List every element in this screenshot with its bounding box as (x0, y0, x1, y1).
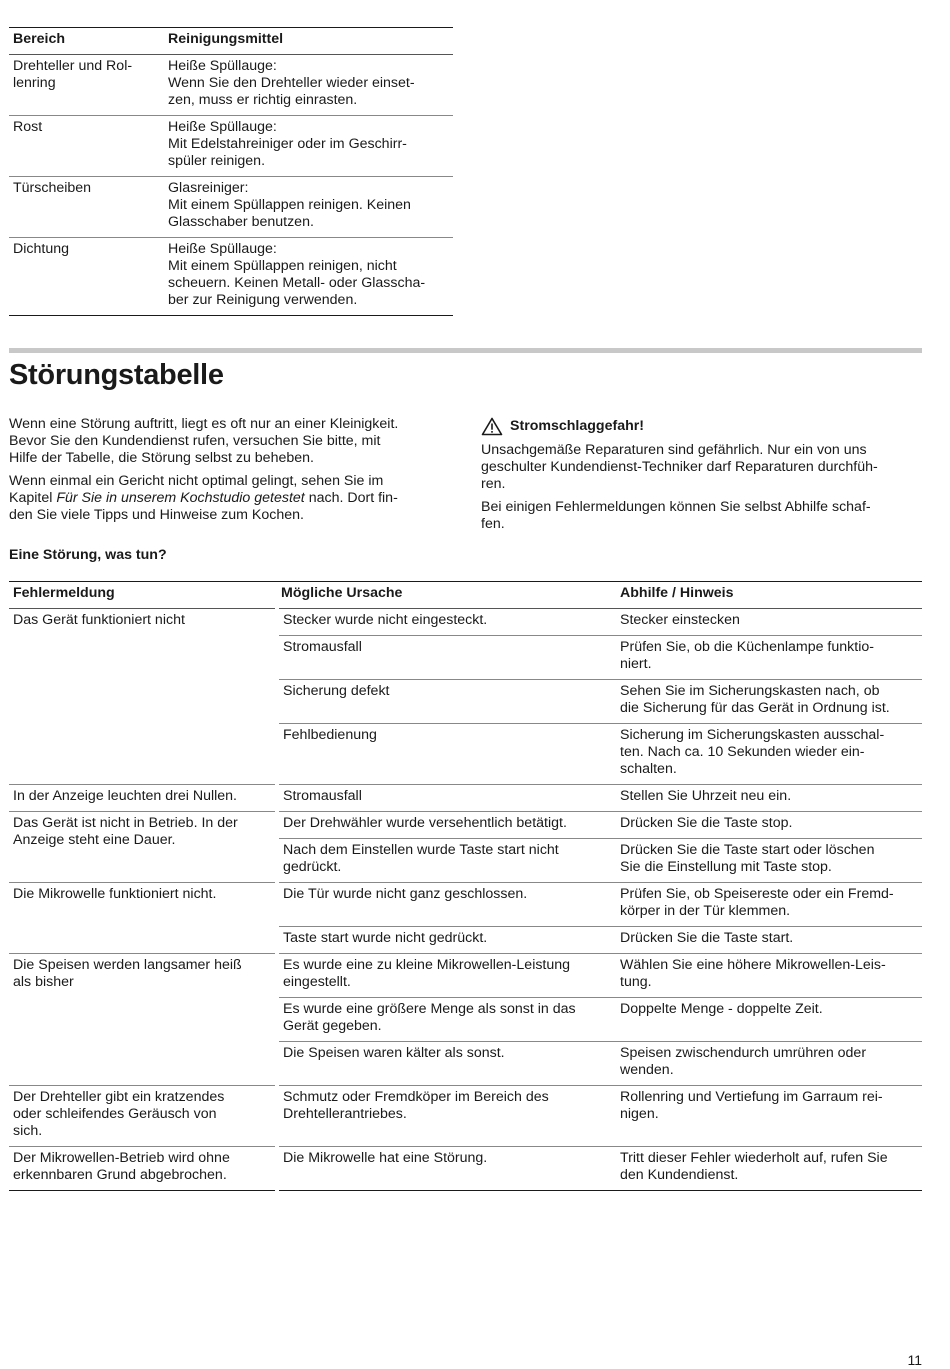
fault-error-cell: Der Mikrowellen-Betrieb wird ohne erkennbaren Grund abgebrochen. (9, 1147, 277, 1191)
intro-paragraph-2-suffix: nach. Dort fin- den Sie viele Tipps und Hinweise zum Kochen. (9, 490, 398, 523)
fault-fix-cell: Stecker einstecken (616, 609, 922, 636)
fault-cause-cell: Die Tür wurde nicht ganz geschlossen. (277, 883, 616, 927)
cleaning-table (9, 27, 453, 316)
table-row (9, 609, 922, 636)
fault-fix-cell: Sehen Sie im Sicherungskasten nach, ob die Sicherung für das Gerät in Ordnung ist. (616, 680, 922, 724)
table-row (9, 812, 922, 839)
fault-fix-cell: Stellen Sie Uhrzeit neu ein. (616, 785, 922, 812)
table-row (9, 238, 453, 316)
fault-cause-cell: Nach dem Einstellen wurde Taste start nicht gedrückt. (277, 839, 616, 883)
fault-error-cell: Der Drehteller gibt ein kratzendes oder schleifendes Geräusch von sich. (9, 1086, 277, 1147)
fault-table-header-row (9, 582, 922, 609)
warning-box (481, 416, 921, 539)
intro-paragraph-1: Wenn eine Störung auftritt, liegt es oft nur an einer Kleinigkeit. Bevor Sie den Kundendienst rufen, versuchen Sie bitte, mit Hilfe der Tabelle, die Störung selbst zu beheben. (9, 416, 399, 466)
fault-cause-cell: Taste start wurde nicht gedrückt. (277, 927, 616, 954)
fault-error-cell: Das Gerät ist nicht in Betrieb. In der Anzeige steht eine Dauer. (9, 812, 277, 883)
fault-fix-cell: Prüfen Sie, ob die Küchenlampe funktio- niert. (616, 636, 922, 680)
fault-fix-cell: Prüfen Sie, ob Speisereste oder ein Fremd- körper in der Tür klemmen. (616, 883, 922, 927)
table-row (9, 177, 453, 238)
table-row (9, 1086, 922, 1147)
fault-fix-cell: Wählen Sie eine höhere Mikrowellen-Leis- tung. (616, 954, 922, 998)
fault-header-cause: Mögliche Ursache (281, 585, 403, 601)
cleaning-agent-cell: Heiße Spüllauge: Mit einem Spüllappen reinigen, nicht scheuern. Keinen Metall- oder Glasscha- ber zur Reinigung verwenden. (168, 241, 426, 308)
fault-error-cell: Die Speisen werden langsamer heiß als bisher (9, 954, 277, 1086)
cleaning-header-area: Bereich (13, 31, 66, 47)
fault-cause-cell: Fehlbedienung (277, 724, 616, 785)
fault-fix-cell: Rollenring und Vertiefung im Garraum rei- nigen. (616, 1086, 922, 1147)
cleaning-agent-cell: Glasreiniger: Mit einem Spüllappen reinigen. Keinen Glasschaber benutzen. (168, 180, 411, 230)
fault-cause-cell: Die Speisen waren kälter als sonst. (277, 1042, 616, 1086)
section-divider (9, 348, 922, 353)
intro-text (9, 416, 449, 530)
fault-error-cell: Die Mikrowelle funktioniert nicht. (9, 883, 277, 954)
table-row (9, 954, 922, 998)
chapter-reference: Für Sie in unserem Kochstudio getestet (56, 490, 305, 506)
cleaning-area-cell: Drehteller und Rol- lenring (13, 58, 133, 91)
warning-triangle-icon (481, 417, 503, 436)
fault-error-cell: In der Anzeige leuchten drei Nullen. (9, 785, 277, 812)
fault-cause-cell: Stecker wurde nicht eingesteckt. (277, 609, 616, 636)
intro-paragraph-2-prefix: Wenn einmal ein Gericht nicht optimal gelingt, sehen Sie im Kapitel (9, 473, 384, 506)
fault-fix-cell: Drücken Sie die Taste start. (616, 927, 922, 954)
warning-paragraph-2: Bei einigen Fehlermeldungen können Sie selbst Abhilfe schaf- fen. (481, 499, 871, 532)
fault-cause-cell: Stromausfall (277, 785, 616, 812)
fault-subheading: Eine Störung, was tun? (9, 547, 167, 563)
fault-cause-cell: Es wurde eine größere Menge als sonst in das Gerät gegeben. (277, 998, 616, 1042)
fault-cause-cell: Es wurde eine zu kleine Mikrowellen-Leistung eingestellt. (277, 954, 616, 998)
section-title: Störungstabelle (9, 359, 224, 391)
page-number: 11 (907, 1352, 922, 1368)
cleaning-area-cell: Rost (13, 119, 43, 135)
cleaning-table-header-row (9, 28, 453, 55)
table-row (9, 116, 453, 177)
fault-table-body (9, 609, 922, 1191)
fault-error-cell: Das Gerät funktioniert nicht (9, 609, 277, 785)
fault-fix-cell: Doppelte Menge - doppelte Zeit. (616, 998, 922, 1042)
fault-cause-cell: Der Drehwähler wurde versehentlich betätigt. (277, 812, 616, 839)
table-row (9, 55, 453, 116)
intro-paragraph-2 (9, 473, 449, 524)
table-row (9, 785, 922, 812)
fault-fix-cell: Drücken Sie die Taste stop. (616, 812, 922, 839)
cleaning-table-body (9, 55, 453, 316)
warning-paragraph-1: Unsachgemäße Reparaturen sind gefährlich. Nur ein von uns geschulter Kundendienst-Techniker darf Reparaturen durchfüh- ren. (481, 442, 878, 492)
fault-fix-cell: Drücken Sie die Taste start oder löschen Sie die Einstellung mit Taste stop. (616, 839, 922, 883)
table-row (9, 883, 922, 927)
cleaning-agent-cell: Heiße Spüllauge: Mit Edelstahreiniger oder im Geschirr- spüler reinigen. (168, 119, 407, 169)
fault-header-fix: Abhilfe / Hinweis (620, 585, 734, 601)
fault-fix-cell: Sicherung im Sicherungskasten ausschal- ten. Nach ca. 10 Sekunden wieder ein- schalten. (616, 724, 922, 785)
cleaning-area-cell: Dichtung (13, 241, 69, 257)
cleaning-header-agent: Reinigungsmittel (168, 31, 284, 47)
fault-table (9, 581, 922, 1191)
table-row (9, 1147, 922, 1191)
fault-cause-cell: Sicherung defekt (277, 680, 616, 724)
fault-header-error: Fehlermeldung (13, 585, 115, 601)
cleaning-agent-cell: Heiße Spüllauge: Wenn Sie den Drehteller wieder einset- zen, muss er richtig einrasten. (168, 58, 415, 108)
fault-cause-cell: Die Mikrowelle hat eine Störung. (277, 1147, 616, 1191)
fault-fix-cell: Tritt dieser Fehler wiederholt auf, rufen Sie den Kundendienst. (616, 1147, 922, 1191)
fault-fix-cell: Speisen zwischendurch umrühren oder wenden. (616, 1042, 922, 1086)
warning-title: Stromschlaggefahr! (510, 417, 645, 434)
cleaning-area-cell: Türscheiben (13, 180, 92, 196)
warning-heading (481, 416, 921, 436)
fault-cause-cell: Stromausfall (277, 636, 616, 680)
fault-cause-cell: Schmutz oder Fremdköper im Bereich des Drehtellerantriebes. (277, 1086, 616, 1147)
